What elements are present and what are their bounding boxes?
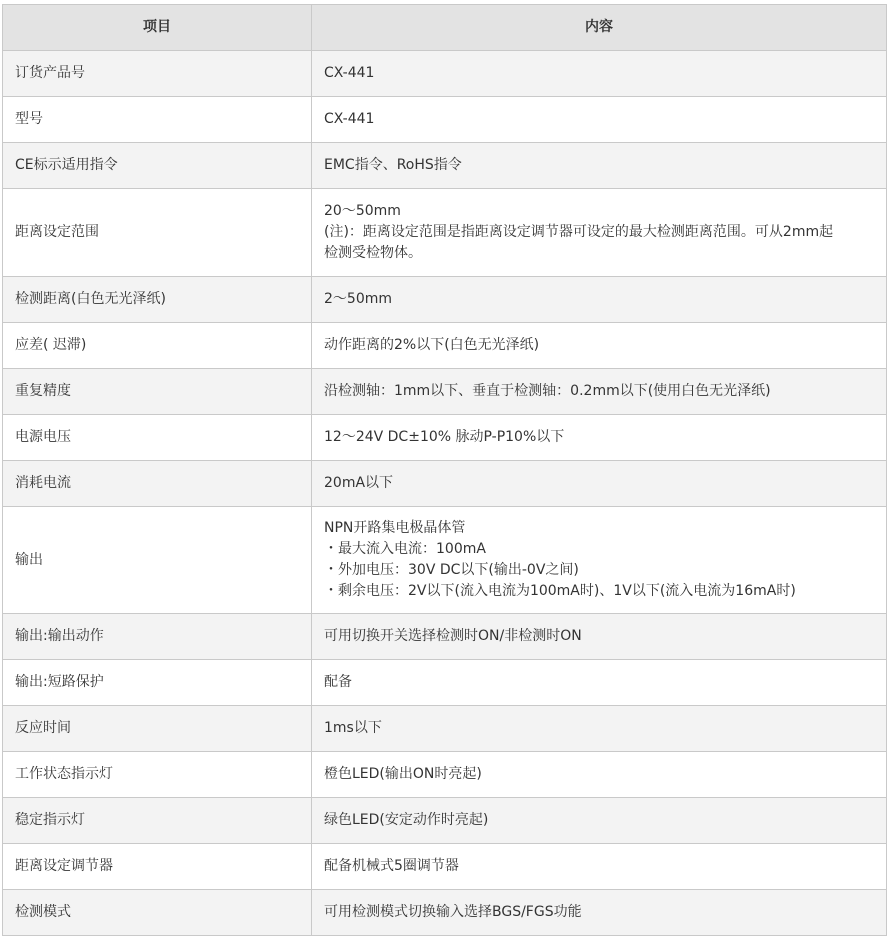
- value-line: 沿检测轴：1mm以下、垂直于检测轴：0.2mm以下(使用白色无光泽纸): [324, 383, 771, 399]
- value-line: 可用检测模式切换输入选择BGS/FGS功能: [324, 904, 582, 920]
- row-value-cell: [312, 277, 887, 323]
- column-header-item: 项目: [3, 5, 312, 51]
- value-line: (注)：距离设定范围是指距离设定调节器可设定的最大检测距离范围。可从2mm起: [324, 224, 834, 240]
- value-line: 配备机械式5圈调节器: [324, 858, 459, 874]
- row-item-cell: 型号: [3, 97, 312, 143]
- table-row: [3, 461, 887, 507]
- row-value-cell: [312, 706, 887, 752]
- row-item-cell: 输出: [3, 507, 312, 614]
- value-line: 2～50mm: [324, 291, 392, 307]
- value-line: NPN开路集电极晶体管: [324, 520, 466, 536]
- table-row: [3, 277, 887, 323]
- row-item-cell: 检测距离(白色无光泽纸): [3, 277, 312, 323]
- row-item-cell: 稳定指示灯: [3, 798, 312, 844]
- row-value-cell: [312, 507, 887, 614]
- table-row: [3, 706, 887, 752]
- header-row: [3, 5, 887, 51]
- row-item-cell: 电源电压: [3, 415, 312, 461]
- table-row: [3, 844, 887, 890]
- value-line: 配备: [324, 674, 352, 690]
- column-header-content: 内容: [312, 5, 887, 51]
- table-body: [3, 51, 887, 936]
- row-item-cell: 输出:输出动作: [3, 614, 312, 660]
- value-line: 20～50mm: [324, 203, 401, 219]
- table-row: [3, 97, 887, 143]
- row-item-cell: 检测模式: [3, 890, 312, 936]
- row-item-cell: 反应时间: [3, 706, 312, 752]
- value-line: CX-441: [324, 111, 375, 127]
- table-row: [3, 143, 887, 189]
- value-line: 可用切换开关选择检测时ON/非检测时ON: [324, 628, 582, 644]
- row-value-cell: [312, 752, 887, 798]
- row-value-cell: [312, 415, 887, 461]
- value-line: 检测受检物体。: [324, 245, 422, 261]
- row-value-cell: [312, 660, 887, 706]
- value-line: 1ms以下: [324, 720, 382, 736]
- table-row: [3, 369, 887, 415]
- value-line: 动作距离的2%以下(白色无光泽纸): [324, 337, 540, 353]
- value-line: CX-441: [324, 65, 375, 81]
- table-row: [3, 660, 887, 706]
- table-row: [3, 798, 887, 844]
- spec-table: [2, 4, 887, 936]
- row-item-cell: 订货产品号: [3, 51, 312, 97]
- table-row: [3, 752, 887, 798]
- row-value-cell: [312, 323, 887, 369]
- table-row: [3, 890, 887, 936]
- table-row: [3, 189, 887, 277]
- value-line: 20mA以下: [324, 475, 394, 491]
- row-item-cell: 应差( 迟滞): [3, 323, 312, 369]
- row-value-cell: [312, 461, 887, 507]
- row-item-cell: 输出:短路保护: [3, 660, 312, 706]
- row-value-cell: [312, 369, 887, 415]
- value-line: ・外加电压：30V DC以下(输出-0V之间): [324, 562, 579, 578]
- row-item-cell: 距离设定范围: [3, 189, 312, 277]
- value-line: 12～24V DC±10% 脉动P-P10%以下: [324, 429, 565, 445]
- table-row: [3, 507, 887, 614]
- row-item-cell: 工作状态指示灯: [3, 752, 312, 798]
- row-value-cell: [312, 97, 887, 143]
- row-item-cell: 消耗电流: [3, 461, 312, 507]
- row-item-cell: 重复精度: [3, 369, 312, 415]
- table-row: [3, 323, 887, 369]
- value-line: 绿色LED(安定动作时亮起): [324, 812, 489, 828]
- row-value-cell: [312, 614, 887, 660]
- table-row: [3, 415, 887, 461]
- value-line: ・剩余电压：2V以下(流入电流为100mA时)、1V以下(流入电流为16mA时): [324, 583, 796, 599]
- row-value-cell: [312, 844, 887, 890]
- value-line: ・最大流入电流：100mA: [324, 541, 486, 557]
- row-value-cell: [312, 890, 887, 936]
- row-value-cell: [312, 51, 887, 97]
- value-line: 橙色LED(输出ON时亮起): [324, 766, 482, 782]
- row-item-cell: 距离设定调节器: [3, 844, 312, 890]
- row-value-cell: [312, 189, 887, 277]
- table-row: [3, 51, 887, 97]
- row-value-cell: [312, 798, 887, 844]
- row-value-cell: [312, 143, 887, 189]
- row-item-cell: CE标示适用指令: [3, 143, 312, 189]
- value-line: EMC指令、RoHS指令: [324, 157, 462, 173]
- table-header: [3, 5, 887, 51]
- table-row: [3, 614, 887, 660]
